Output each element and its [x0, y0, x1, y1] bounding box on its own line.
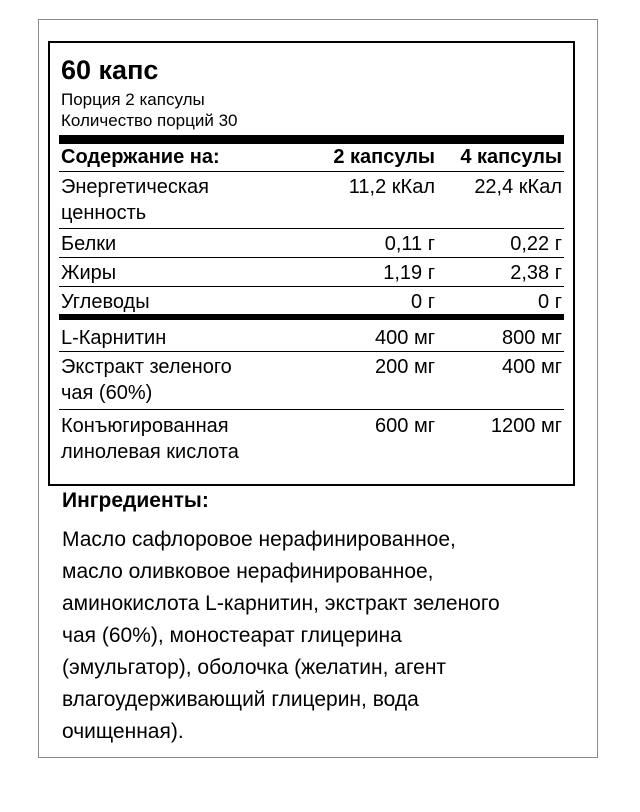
- nutrient-name: Конъюгированная: [61, 415, 229, 437]
- ingredients-line: Масло сафлоровое нерафинированное,: [62, 528, 456, 551]
- row-divider: [59, 286, 564, 287]
- nutrient-name: Углеводы: [61, 291, 150, 313]
- ingredients-line: (эмульгатор), оболочка (желатин, агент: [62, 656, 447, 679]
- value-2-capsules: 11,2 кКал: [348, 176, 435, 198]
- nutrient-name-cont: ценность: [61, 202, 147, 224]
- value-4-capsules: 0,22 г: [510, 233, 562, 255]
- row-divider: [59, 409, 564, 410]
- thick-divider: [59, 314, 564, 320]
- ingredients-line: чая (60%), моностеарат глицерина: [62, 624, 402, 647]
- value-2-capsules: 0 г: [411, 291, 435, 313]
- nutrition-facts-panel: [48, 41, 575, 486]
- ingredients-line: аминокислота L-карнитин, экстракт зеленого: [62, 592, 500, 615]
- ingredients-line: очищенная).: [62, 720, 184, 743]
- value-2-capsules: 400 мг: [375, 327, 435, 349]
- nutrient-name: Энергетическая: [61, 176, 209, 198]
- servings-count: Количество порций 30: [61, 111, 238, 130]
- row-divider: [59, 228, 564, 229]
- ingredients-line: масло оливковое нерафинированное,: [62, 560, 434, 583]
- value-2-capsules: 200 мг: [375, 356, 435, 378]
- nutrient-name: L-Карнитин: [61, 327, 167, 349]
- nutrient-name: Экстракт зеленого: [61, 356, 232, 378]
- nutrient-name: Жиры: [61, 262, 117, 284]
- value-4-capsules: 0 г: [538, 291, 562, 313]
- nutrient-name-cont: чая (60%): [61, 382, 153, 404]
- nutrient-name-cont: линолевая кислота: [61, 441, 239, 463]
- header-4-capsules: 4 капсулы: [460, 146, 562, 168]
- ingredients-title: Ингредиенты:: [62, 489, 209, 512]
- value-4-capsules: 800 мг: [502, 327, 562, 349]
- row-divider: [59, 351, 564, 352]
- value-2-capsules: 600 мг: [375, 415, 435, 437]
- value-4-capsules: 22,4 кКал: [474, 176, 562, 198]
- value-4-capsules: 2,38 г: [510, 262, 562, 284]
- value-2-capsules: 1,19 г: [383, 262, 435, 284]
- header-content-label: Содержание на:: [61, 146, 220, 168]
- row-divider: [59, 257, 564, 258]
- value-4-capsules: 400 мг: [502, 356, 562, 378]
- ingredients-line: влагоудерживающий глицерин, вода: [62, 688, 419, 711]
- header-2-capsules: 2 капсулы: [333, 146, 435, 168]
- thick-divider: [59, 135, 564, 144]
- value-4-capsules: 1200 мг: [490, 415, 562, 437]
- value-2-capsules: 0,11 г: [384, 233, 435, 255]
- serving-size: Порция 2 капсулы: [61, 90, 205, 109]
- nutrient-name: Белки: [61, 233, 117, 255]
- product-title: 60 капс: [61, 55, 159, 85]
- row-divider: [59, 171, 564, 172]
